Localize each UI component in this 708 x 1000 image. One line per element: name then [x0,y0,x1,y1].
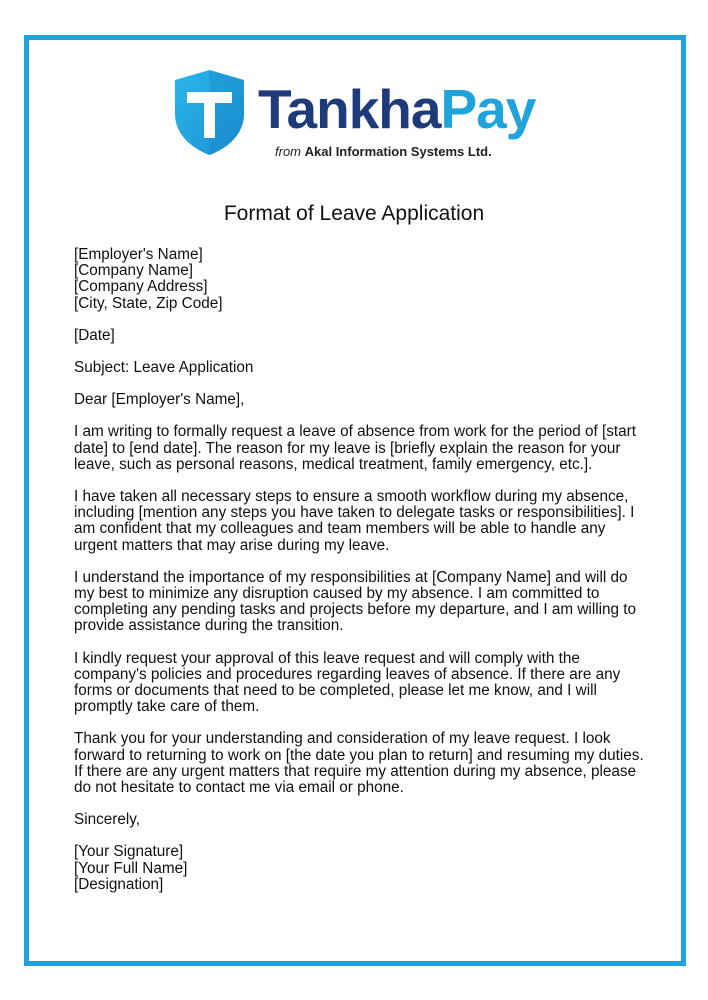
address-line: [Company Address] [74,278,208,296]
signature-line: [Your Full Name] [74,859,188,877]
brand-tagline [275,144,492,159]
document-title: Format of Leave Application [223,202,485,225]
tagline-from: from [275,144,301,159]
body-paragraph: Thank you for your understanding and consideration of my leave request. I look forward to returning to work on [the date you plan to return] and resuming my duties. If there are any urgent matters that require my attention during my absence, please do not hesitate to contact me via email or phone. [74,730,644,797]
signature-line: [Designation] [74,875,164,893]
date-line: [Date] [74,326,115,344]
closing: Sincerely, [74,811,141,829]
address-line: [Company Name] [74,262,194,280]
brand-name [258,79,535,139]
brand-logo [172,68,542,163]
address-line: [City, State, Zip Code] [74,294,223,312]
body-paragraph: I have taken all necessary steps to ensure a smooth workflow during my absence, including [mention any steps you have taken to delegate tasks or responsibilities]. I am confident that my colleagues and team members will be able to handle any urgent matters that may arise during my leave. [74,488,635,554]
body-paragraph: I am writing to formally request a leave of absence from work for the period of [start date] to [end date]. The reason for my leave is [briefly explain the reason for your leave, such as personal reasons, medical treatment, family emergency, etc.]. [74,423,636,473]
letter-body [74,247,646,909]
tagline-org: Akal Information Systems Ltd. [304,144,492,159]
brand-name-part2: Pay [440,78,536,140]
address-line: [Employer's Name] [74,246,203,263]
body-paragraph: I kindly request your approval of this leave request and will comply with the company's policies and procedures regarding leaves of absence. If there are any forms or documents that need to be completed, please let me know, and I will promptly take care of them. [74,649,621,716]
brand-name-part1: Tankha [258,78,441,140]
subject-line: Subject: Leave Application [74,359,254,377]
shield-t-logo-icon [172,68,247,156]
address-block [74,247,646,312]
salutation: Dear [Employer's Name], [74,391,245,409]
signature-line: [Your Signature] [74,843,184,861]
body-paragraph: I understand the importance of my responsibilities at [Company Name] and will do my best to minimize any disruption caused by my absence. I am committed to completing any pending tasks and projects before my departure, and I am willing to provide assistance during the transition. [74,568,637,635]
signature-block [74,844,646,893]
